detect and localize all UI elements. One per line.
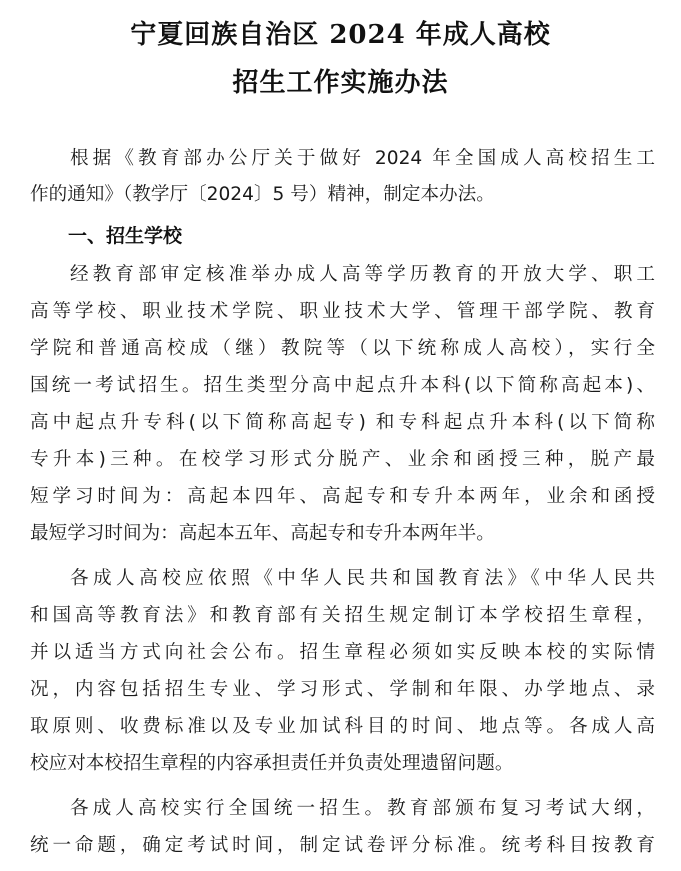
paragraph-line: 学院和普通高校成（继）教院等（以下统称成人高校），实行全: [30, 338, 655, 359]
paragraph-line: 并以适当方式向社会公布。招生章程必须如实反映本校的实际情: [30, 642, 655, 663]
paragraph-line: 各成人高校实行全国统一招生。教育部颁布复习考试大纲，: [70, 798, 655, 819]
paragraph-line: 况，内容包括招生专业、学习形式、学制和年限、办学地点、录: [30, 679, 655, 700]
document-title-line2: 招生工作实施办法: [232, 68, 449, 98]
paragraph-line: 最短学习时间为：高起本五年、高起专和专升本两年半。: [30, 523, 495, 544]
intro-line: 根据《教育部办公厅关于做好 2024 年全国成人高校招生工: [70, 148, 655, 169]
intro-line: 作的通知》（教学厅〔2024〕5 号）精神，制定本办法。: [30, 184, 495, 205]
paragraph-line: 各成人高校应依照《中华人民共和国教育法》《中华人民共: [70, 568, 655, 589]
paragraph-line: 国统一考试招生。招生类型分高中起点升本科(以下简称高起本)、: [30, 375, 655, 396]
paragraph-line: 专升本)三种。在校学习形式分脱产、业余和函授三种，脱产最: [30, 449, 655, 470]
paragraph-line: 经教育部审定核准举办成人高等学历教育的开放大学、职工: [70, 264, 655, 285]
paragraph-line: 统一命题，确定考试时间，制定试卷评分标准。统考科目按教育: [30, 835, 655, 856]
document-title-line1: 宁夏回族自治区 2024 年成人高校: [130, 20, 551, 50]
paragraph-line: 和国高等教育法》和教育部有关招生规定制订本学校招生章程，: [30, 605, 655, 626]
section-heading: 一、招生学校: [68, 225, 183, 247]
paragraph-line: 短学习时间为：高起本四年、高起专和专升本两年，业余和函授: [30, 486, 655, 507]
paragraph-line: 取原则、收费标准以及专业加试科目的时间、地点等。各成人高: [30, 716, 655, 737]
paragraph-line: 校应对本校招生章程的内容承担责任并负责处理遗留问题。: [30, 753, 514, 774]
paragraph-line: 高中起点升专科(以下简称高起专) 和专科起点升本科(以下简称: [30, 412, 655, 433]
paragraph-line: 高等学校、职业技术学院、职业技术大学、管理干部学院、教育: [30, 301, 655, 322]
